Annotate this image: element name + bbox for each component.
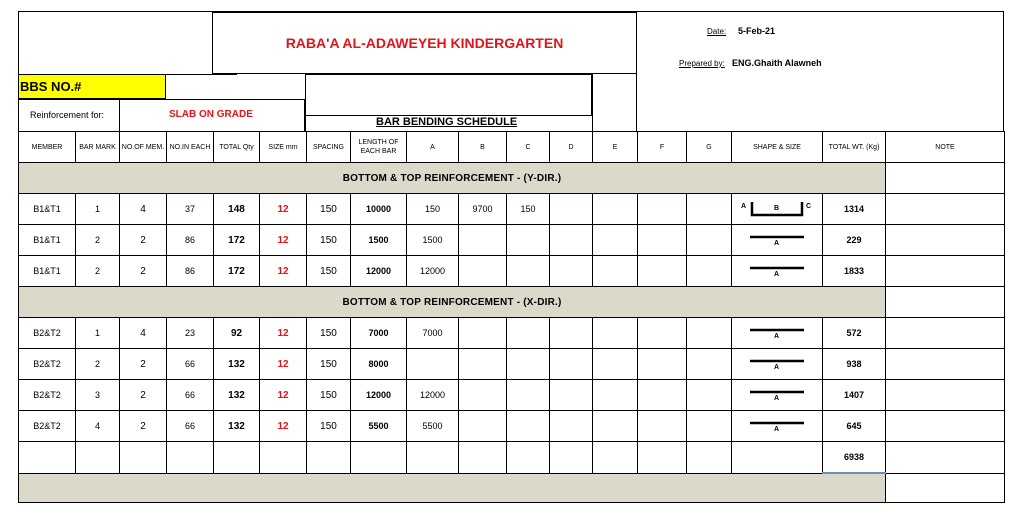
cell-d xyxy=(550,194,593,225)
table-row xyxy=(19,318,1005,349)
col-g: G xyxy=(687,132,732,163)
shape-label-a: A xyxy=(774,240,780,247)
table-row xyxy=(19,194,1005,225)
cell-qty: 132 xyxy=(214,411,260,442)
cell-note xyxy=(886,225,1005,256)
cell-a: 7000 xyxy=(407,318,459,349)
reinf-value: SLAB ON GRADE xyxy=(169,109,253,120)
table-row xyxy=(19,349,1005,380)
cell-c xyxy=(507,349,550,380)
shape-cell xyxy=(732,349,823,380)
table-row xyxy=(19,411,1005,442)
shape-cell xyxy=(732,256,823,287)
cell-note xyxy=(886,411,1005,442)
cell-d xyxy=(550,380,593,411)
bbs-divider xyxy=(166,74,237,75)
cell-note xyxy=(886,318,1005,349)
cell-c xyxy=(507,411,550,442)
total-weight: 6938 xyxy=(823,442,886,474)
cell-note xyxy=(886,349,1005,380)
cell-nie: 23 xyxy=(167,318,214,349)
section-title: BOTTOM & TOP REINFORCEMENT - (X-DIR.) xyxy=(19,287,886,318)
cell-size: 12 xyxy=(260,225,307,256)
cell-length: 8000 xyxy=(351,349,407,380)
date-value: 5-Feb-21 xyxy=(738,26,776,36)
total-blank xyxy=(459,442,507,474)
cell-g xyxy=(687,318,732,349)
col-no-in-each: NO.IN EACH xyxy=(167,132,214,163)
total-blank xyxy=(120,442,167,474)
col-bar-mark: BAR MARK xyxy=(76,132,120,163)
cell-nie: 66 xyxy=(167,411,214,442)
cell-member: B2&T2 xyxy=(19,349,76,380)
shape-label-a: A xyxy=(774,364,780,371)
col-d: D xyxy=(550,132,593,163)
footer-note xyxy=(886,473,1005,503)
cell-g xyxy=(687,256,732,287)
cell-qty: 172 xyxy=(214,256,260,287)
footer-row xyxy=(19,473,1005,503)
col-note: NOTE xyxy=(886,132,1005,163)
cell-size: 12 xyxy=(260,194,307,225)
shape-label-a: A xyxy=(774,395,780,402)
section-row xyxy=(19,287,1005,318)
cell-b xyxy=(459,411,507,442)
cell-size: 12 xyxy=(260,318,307,349)
table-row xyxy=(19,225,1005,256)
right-sub-divider xyxy=(592,74,593,132)
col-e: E xyxy=(593,132,638,163)
cell-e xyxy=(593,256,638,287)
col-spacing: SPACING xyxy=(307,132,351,163)
project-title: RABA'A AL-ADAWEYEH KINDERGARTEN xyxy=(285,35,564,51)
cell-c xyxy=(507,318,550,349)
section-title: BOTTOM & TOP REINFORCEMENT - (Y-DIR.) xyxy=(19,163,886,194)
schedule-title: BAR BENDING SCHEDULE xyxy=(376,116,518,128)
bar-shape xyxy=(742,415,812,437)
cell-length: 5500 xyxy=(351,411,407,442)
cell-size: 12 xyxy=(260,349,307,380)
cell-length: 12000 xyxy=(351,256,407,287)
cell-nom: 4 xyxy=(120,318,167,349)
cell-mark: 2 xyxy=(76,349,120,380)
table-body xyxy=(19,163,1005,503)
col-length: LENGTH OF EACH BAR xyxy=(351,132,407,163)
schedule-title-box xyxy=(305,74,592,116)
col-f: F xyxy=(638,132,687,163)
cell-e xyxy=(593,225,638,256)
cell-b xyxy=(459,380,507,411)
shape-label-a: A xyxy=(774,426,780,433)
total-blank xyxy=(76,442,120,474)
cell-length: 10000 xyxy=(351,194,407,225)
cell-nie: 66 xyxy=(167,380,214,411)
prepared-label: Prepared by: xyxy=(679,59,725,68)
prepared-value: ENG.Ghaith Alawneh xyxy=(732,58,822,68)
col-total-qty: TOTAL Qty xyxy=(214,132,260,163)
cell-mark: 2 xyxy=(76,225,120,256)
cell-d xyxy=(550,256,593,287)
cell-f xyxy=(638,194,687,225)
cell-e xyxy=(593,318,638,349)
shape-label-c: C xyxy=(806,203,812,210)
shape-cell xyxy=(732,318,823,349)
shape-label-a: A xyxy=(774,333,780,340)
cell-member: B2&T2 xyxy=(19,411,76,442)
bar-shape xyxy=(742,198,812,220)
total-blank xyxy=(19,442,76,474)
section-note xyxy=(886,163,1005,194)
col-no-of-mem: NO.OF MEM. xyxy=(120,132,167,163)
cell-qty: 92 xyxy=(214,318,260,349)
bar-shape xyxy=(742,322,812,344)
cell-mark: 1 xyxy=(76,194,120,225)
cell-length: 7000 xyxy=(351,318,407,349)
cell-nom: 2 xyxy=(120,225,167,256)
cell-c xyxy=(507,225,550,256)
cell-wt: 1314 xyxy=(823,194,886,225)
cell-e xyxy=(593,194,638,225)
footer-band xyxy=(19,473,886,503)
shape-cell xyxy=(732,194,823,225)
total-blank xyxy=(214,442,260,474)
total-blank xyxy=(886,442,1005,474)
cell-length: 1500 xyxy=(351,225,407,256)
cell-e xyxy=(593,349,638,380)
cell-a: 150 xyxy=(407,194,459,225)
cell-note xyxy=(886,194,1005,225)
shape-cell xyxy=(732,411,823,442)
cell-note xyxy=(886,256,1005,287)
col-a: A xyxy=(407,132,459,163)
total-blank xyxy=(407,442,459,474)
cell-g xyxy=(687,225,732,256)
table-row xyxy=(19,380,1005,411)
bar-shape xyxy=(742,229,812,251)
cell-a: 12000 xyxy=(407,380,459,411)
cell-length: 12000 xyxy=(351,380,407,411)
total-blank xyxy=(260,442,307,474)
section-note xyxy=(886,287,1005,318)
cell-f xyxy=(638,411,687,442)
cell-wt: 572 xyxy=(823,318,886,349)
cell-d xyxy=(550,349,593,380)
cell-a: 1500 xyxy=(407,225,459,256)
col-shape: SHAPE & SIZE xyxy=(732,132,823,163)
cell-member: B2&T2 xyxy=(19,380,76,411)
cell-b xyxy=(459,256,507,287)
shape-label-a: A xyxy=(741,203,747,210)
cell-nom: 2 xyxy=(120,256,167,287)
cell-b xyxy=(459,349,507,380)
cell-spacing: 150 xyxy=(307,318,351,349)
cell-member: B1&T1 xyxy=(19,225,76,256)
cell-nom: 2 xyxy=(120,380,167,411)
col-member: MEMBER xyxy=(19,132,76,163)
reinf-label: Reinforcement for: xyxy=(30,110,105,120)
col-c: C xyxy=(507,132,550,163)
reinf-divider xyxy=(119,99,120,132)
cell-qty: 148 xyxy=(214,194,260,225)
cell-g xyxy=(687,411,732,442)
cell-nie: 37 xyxy=(167,194,214,225)
cell-spacing: 150 xyxy=(307,225,351,256)
cell-nie: 86 xyxy=(167,225,214,256)
cell-d xyxy=(550,225,593,256)
header-row xyxy=(19,132,1005,163)
date-label: Date: xyxy=(707,27,727,36)
total-blank xyxy=(593,442,638,474)
total-blank xyxy=(507,442,550,474)
bbs-table xyxy=(18,131,1005,503)
cell-spacing: 150 xyxy=(307,411,351,442)
cell-g xyxy=(687,380,732,411)
cell-qty: 132 xyxy=(214,380,260,411)
total-blank xyxy=(638,442,687,474)
cell-qty: 172 xyxy=(214,225,260,256)
col-total-wt: TOTAL WT. (Kg) xyxy=(823,132,886,163)
total-blank xyxy=(550,442,593,474)
col-b: B xyxy=(459,132,507,163)
total-row xyxy=(19,442,1005,474)
section-row xyxy=(19,163,1005,194)
cell-c xyxy=(507,380,550,411)
cell-d xyxy=(550,411,593,442)
cell-c xyxy=(507,256,550,287)
cell-nie: 86 xyxy=(167,256,214,287)
total-blank xyxy=(307,442,351,474)
bar-shape xyxy=(742,260,812,282)
cell-wt: 938 xyxy=(823,349,886,380)
cell-a: 12000 xyxy=(407,256,459,287)
cell-a xyxy=(407,349,459,380)
shape-label-a: A xyxy=(774,271,780,278)
bar-shape xyxy=(742,353,812,375)
cell-note xyxy=(886,380,1005,411)
bar-shape xyxy=(742,384,812,406)
cell-e xyxy=(593,411,638,442)
cell-mark: 4 xyxy=(76,411,120,442)
cell-member: B2&T2 xyxy=(19,318,76,349)
cell-mark: 2 xyxy=(76,256,120,287)
cell-mark: 1 xyxy=(76,318,120,349)
cell-nom: 2 xyxy=(120,411,167,442)
cell-qty: 132 xyxy=(214,349,260,380)
cell-member: B1&T1 xyxy=(19,256,76,287)
total-blank xyxy=(167,442,214,474)
cell-f xyxy=(638,256,687,287)
cell-wt: 1833 xyxy=(823,256,886,287)
cell-d xyxy=(550,318,593,349)
cell-spacing: 150 xyxy=(307,194,351,225)
cell-nom: 2 xyxy=(120,349,167,380)
schedule-underline-frame xyxy=(305,116,306,132)
shape-cell xyxy=(732,380,823,411)
total-blank xyxy=(687,442,732,474)
cell-wt: 229 xyxy=(823,225,886,256)
cell-size: 12 xyxy=(260,256,307,287)
title-divider-right xyxy=(636,11,637,132)
cell-g xyxy=(687,194,732,225)
cell-g xyxy=(687,349,732,380)
cell-wt: 1407 xyxy=(823,380,886,411)
cell-b xyxy=(459,225,507,256)
cell-f xyxy=(638,225,687,256)
cell-c: 150 xyxy=(507,194,550,225)
cell-e xyxy=(593,380,638,411)
cell-size: 12 xyxy=(260,411,307,442)
cell-mark: 3 xyxy=(76,380,120,411)
cell-b xyxy=(459,318,507,349)
cell-a: 5500 xyxy=(407,411,459,442)
cell-nom: 4 xyxy=(120,194,167,225)
cell-size: 12 xyxy=(260,380,307,411)
cell-member: B1&T1 xyxy=(19,194,76,225)
total-blank xyxy=(732,442,823,474)
cell-spacing: 150 xyxy=(307,380,351,411)
shape-cell xyxy=(732,225,823,256)
shape-label-b: B xyxy=(774,205,780,212)
cell-f xyxy=(638,318,687,349)
table-row xyxy=(19,256,1005,287)
cell-b: 9700 xyxy=(459,194,507,225)
col-size: SIZE mm xyxy=(260,132,307,163)
cell-f xyxy=(638,349,687,380)
cell-spacing: 150 xyxy=(307,349,351,380)
total-blank xyxy=(351,442,407,474)
cell-wt: 645 xyxy=(823,411,886,442)
bbs-no: BBS NO.# xyxy=(20,79,82,94)
cell-spacing: 150 xyxy=(307,256,351,287)
cell-nie: 66 xyxy=(167,349,214,380)
cell-f xyxy=(638,380,687,411)
